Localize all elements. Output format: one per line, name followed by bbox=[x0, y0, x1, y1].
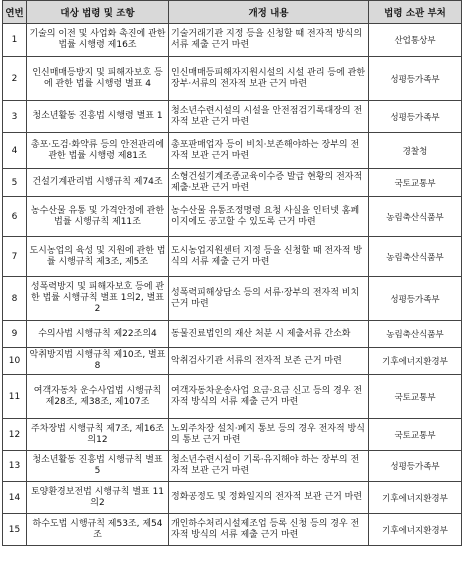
cell-desc: 총포판매업자 등이 비치·보존해야하는 장부의 전자적 보관 근거 마련 bbox=[169, 133, 369, 169]
cell-law: 하수도법 시행규칙 제53조, 제54조 bbox=[27, 514, 169, 546]
regulation-table-container bbox=[2, 0, 461, 546]
cell-desc: 성폭력피해상담소 등의 서류·장부의 전자적 비치 근거 마련 bbox=[169, 277, 369, 321]
header-desc: 개정 내용 bbox=[169, 1, 369, 24]
cell-desc: 기술거래기관 지정 등을 신청할 때 전자적 방식의 서류 제출 근거 마련 bbox=[169, 24, 369, 57]
table-row bbox=[3, 348, 462, 375]
cell-dept: 기후에너지환경부 bbox=[369, 348, 462, 375]
cell-law: 기술의 이전 및 사업화 촉진에 관한 법률 시행령 제16조 bbox=[27, 24, 169, 57]
cell-law: 도시농업의 육성 및 지원에 관한 법률 시행규칙 제3조, 제5조 bbox=[27, 237, 169, 277]
cell-no: 3 bbox=[3, 101, 27, 133]
cell-law: 건설기계관리법 시행규칙 제74조 bbox=[27, 169, 169, 197]
header-dept: 법령 소관 부처 bbox=[369, 1, 462, 24]
cell-dept: 국토교통부 bbox=[369, 375, 462, 419]
table-row bbox=[3, 24, 462, 57]
cell-no: 5 bbox=[3, 169, 27, 197]
cell-no: 6 bbox=[3, 197, 27, 237]
table-row bbox=[3, 169, 462, 197]
cell-dept: 농림축산식품부 bbox=[369, 321, 462, 348]
cell-desc: 도시농업지원센터 지정 등을 신청할 때 전자적 방식의 서류 제출 근거 마련 bbox=[169, 237, 369, 277]
cell-dept: 국토교통부 bbox=[369, 169, 462, 197]
cell-no: 7 bbox=[3, 237, 27, 277]
cell-desc: 소형건설기계조종교육이수증 발급 현황의 전자적 제출·보관 근거 마련 bbox=[169, 169, 369, 197]
cell-dept: 기후에너지환경부 bbox=[369, 514, 462, 546]
table-row bbox=[3, 197, 462, 237]
table-row bbox=[3, 514, 462, 546]
cell-dept: 농림축산식품부 bbox=[369, 197, 462, 237]
cell-dept: 산업통상부 bbox=[369, 24, 462, 57]
cell-dept: 성평등가족부 bbox=[369, 57, 462, 101]
cell-no: 4 bbox=[3, 133, 27, 169]
cell-law: 성폭력방지 및 피해자보호 등에 관한 법률 시행규칙 별표 1의2, 별표 2 bbox=[27, 277, 169, 321]
cell-desc: 청소년수련시설의 시설을 안전점검기록대장의 전자적 보관 근거 마련 bbox=[169, 101, 369, 133]
header-no: 연번 bbox=[3, 1, 27, 24]
cell-no: 9 bbox=[3, 321, 27, 348]
cell-dept: 경찰청 bbox=[369, 133, 462, 169]
cell-desc: 노외주차장 설치·폐지 통보 등의 경우 전자적 방식의 통보 근거 마련 bbox=[169, 419, 369, 451]
cell-no: 12 bbox=[3, 419, 27, 451]
cell-desc: 농수산물 유통조정명령 요청 사실을 인터넷 홈페이지에도 공고할 수 있도록 근거 마련 bbox=[169, 197, 369, 237]
cell-no: 2 bbox=[3, 57, 27, 101]
cell-law: 인신매매등방지 및 피해자보호 등에 관한 법률 시행령 별표 4 bbox=[27, 57, 169, 101]
table-row bbox=[3, 419, 462, 451]
header-law: 대상 법령 및 조항 bbox=[27, 1, 169, 24]
table-header-row bbox=[3, 1, 462, 24]
cell-dept: 성평등가족부 bbox=[369, 101, 462, 133]
cell-desc: 청소년수련시설이 기록·유지해야 하는 장부의 전자적 보관 근거 마련 bbox=[169, 451, 369, 482]
cell-desc: 동물진료법인의 재산 처분 시 제출서류 간소화 bbox=[169, 321, 369, 348]
table-row bbox=[3, 451, 462, 482]
table-row bbox=[3, 321, 462, 348]
cell-no: 1 bbox=[3, 24, 27, 57]
cell-law: 주차장법 시행규칙 제7조, 제16조의12 bbox=[27, 419, 169, 451]
cell-dept: 기후에너지환경부 bbox=[369, 482, 462, 514]
cell-law: 토양환경보전법 시행규칙 별표 11의2 bbox=[27, 482, 169, 514]
cell-desc: 정화공정도 및 정화일지의 전자적 보관 근거 마련 bbox=[169, 482, 369, 514]
table-row bbox=[3, 237, 462, 277]
cell-no: 10 bbox=[3, 348, 27, 375]
cell-law: 청소년활동 진흥법 시행규칙 별표 5 bbox=[27, 451, 169, 482]
cell-law: 총포·도검·화약류 등의 안전관리에 관한 법률 시행령 제81조 bbox=[27, 133, 169, 169]
cell-desc: 개인하수처리시설제조업 등록 신청 등의 경우 전자적 방식의 서류 제출 근거 마련 bbox=[169, 514, 369, 546]
regulation-table bbox=[2, 0, 462, 546]
cell-dept: 성평등가족부 bbox=[369, 277, 462, 321]
table-row bbox=[3, 482, 462, 514]
table-row bbox=[3, 277, 462, 321]
cell-law: 수의사법 시행규칙 제22조의4 bbox=[27, 321, 169, 348]
cell-law: 청소년활동 진흥법 시행령 별표 1 bbox=[27, 101, 169, 133]
cell-desc: 악취검사기관 서류의 전자적 보존 근거 마련 bbox=[169, 348, 369, 375]
table-row bbox=[3, 375, 462, 419]
cell-dept: 국토교통부 bbox=[369, 419, 462, 451]
table-row bbox=[3, 57, 462, 101]
cell-no: 14 bbox=[3, 482, 27, 514]
cell-law: 농수산물 유통 및 가격안정에 관한 법률 시행규칙 제11조 bbox=[27, 197, 169, 237]
cell-no: 15 bbox=[3, 514, 27, 546]
cell-dept: 농림축산식품부 bbox=[369, 237, 462, 277]
cell-desc: 인신매매등피해자지원시설의 시설 관리 등에 관한 장부·서류의 전자적 보관 근거 마련 bbox=[169, 57, 369, 101]
table-row bbox=[3, 133, 462, 169]
cell-dept: 성평등가족부 bbox=[369, 451, 462, 482]
cell-law: 여객자동차 운수사업법 시행규칙 제28조, 제38조, 제107조 bbox=[27, 375, 169, 419]
cell-no: 8 bbox=[3, 277, 27, 321]
cell-desc: 여객자동차운송사업 요금·요금 신고 등의 경우 전자적 방식의 서류 제출 근거 마련 bbox=[169, 375, 369, 419]
cell-no: 11 bbox=[3, 375, 27, 419]
cell-law: 악취방지법 시행규칙 제10조, 별표 8 bbox=[27, 348, 169, 375]
table-row bbox=[3, 101, 462, 133]
cell-no: 13 bbox=[3, 451, 27, 482]
